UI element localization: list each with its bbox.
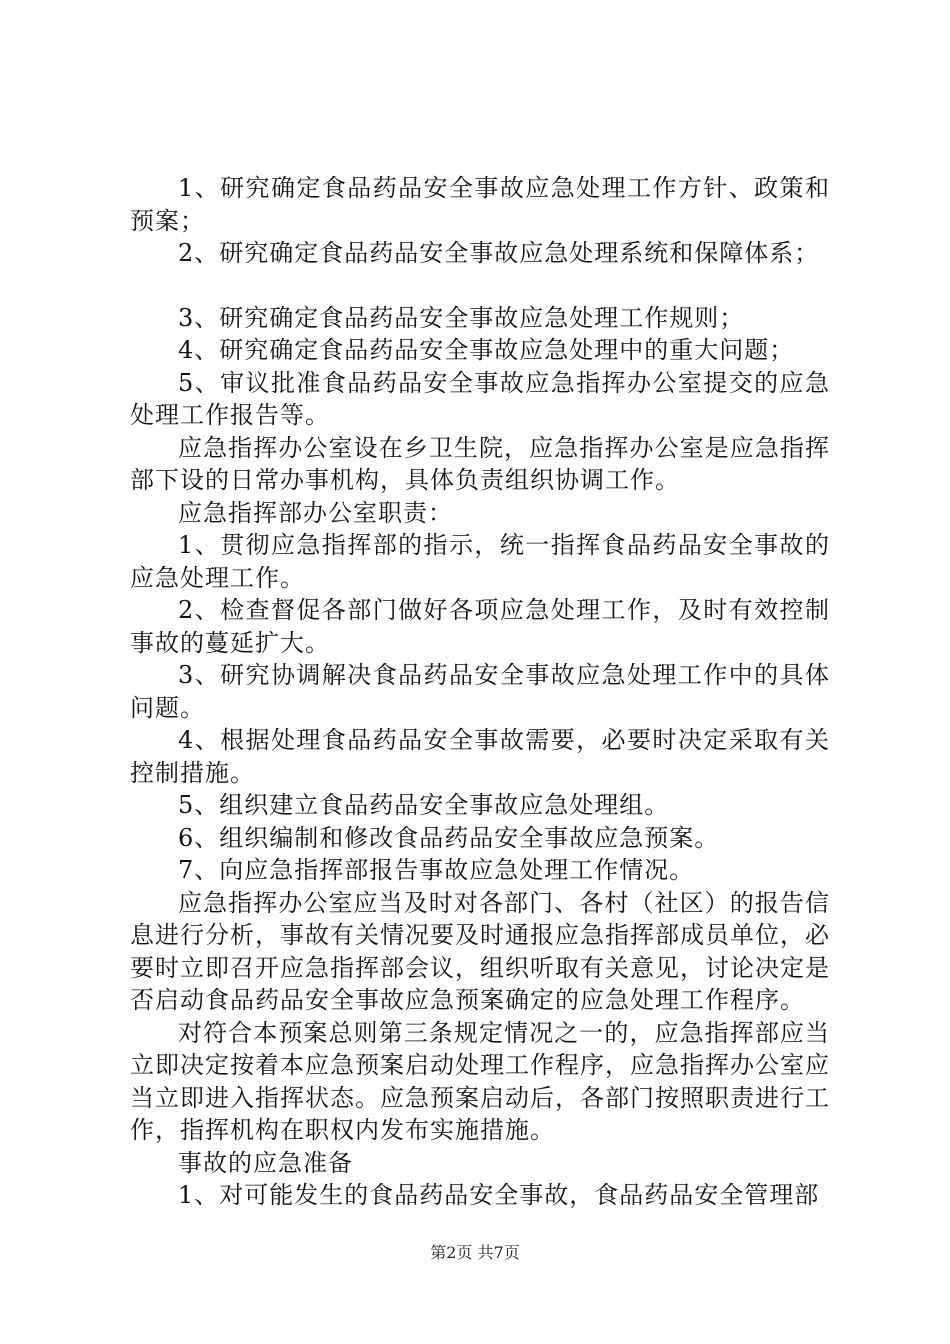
document-body: [130, 172, 830, 1212]
section-heading-emergency-preparation: 事故的应急准备: [178, 1148, 353, 1177]
paragraph-1: 1、研究确定食品药品安全事故应急处理工作方针、政策和预案；: [130, 174, 830, 235]
paragraph-13: 6、组织编制和修改食品药品安全事故应急预案。: [178, 823, 720, 852]
paragraph-10: 3、研究协调解决食品药品安全事故应急处理工作中的具体问题。: [130, 661, 830, 722]
blank-line: [130, 270, 830, 302]
paragraph-6: 应急指挥办公室设在乡卫生院，应急指挥办公室是应急指挥部下设的日常办事机构，具体负责组织协调工作。: [130, 433, 830, 494]
page-number-footer: 第2页 共7页: [430, 1243, 520, 1262]
paragraph-15: 应急指挥办公室应当及时对各部门、各村（社区）的报告信息进行分析，事故有关情况要及时通报应急指挥部成员单位，必要时立即召开应急指挥部会议，组织听取有关意见，讨论决定是否启动食品药品安全事故应急预案确定的应急处理工作程序。: [130, 888, 830, 1014]
paragraph-9: 2、检查督促各部门做好各项应急处理工作，及时有效控制事故的蔓延扩大。: [130, 596, 830, 657]
paragraph-2: 2、研究确定食品药品安全事故应急处理系统和保障体系；: [178, 239, 820, 267]
paragraph-8: 1、贯彻应急指挥部的指示，统一指挥食品药品安全事故的应急处理工作。: [130, 531, 830, 592]
paragraph-14: 7、向应急指挥部报告事故应急处理工作情况。: [178, 856, 695, 884]
section-heading-office-duties: 应急指挥部办公室职责：: [178, 498, 453, 527]
paragraph-11: 4、根据处理食品药品安全事故需要，必要时决定采取有关控制措施。: [130, 726, 830, 787]
paragraph-5: 5、审议批准食品药品安全事故应急指挥办公室提交的应急处理工作报告等。: [130, 368, 830, 429]
paragraph-4: 4、研究确定食品药品安全事故应急处理中的重大问题；: [178, 336, 795, 364]
paragraph-18: 1、对可能发生的食品药品安全事故，食品药品安全管理部: [178, 1181, 820, 1209]
paragraph-16: 对符合本预案总则第三条规定情况之一的，应急指挥部应当立即决定按着本应急预案启动处理工作程序，应急指挥办公室应当立即进入指挥状态。应急预案启动后，各部门按照职责进行工作，指挥机构在职权内发布实施措施。: [130, 1018, 830, 1144]
paragraph-12: 5、组织建立食品药品安全事故应急处理组。: [178, 791, 670, 819]
paragraph-3: 3、研究确定食品药品安全事故应急处理工作规则；: [178, 303, 745, 332]
